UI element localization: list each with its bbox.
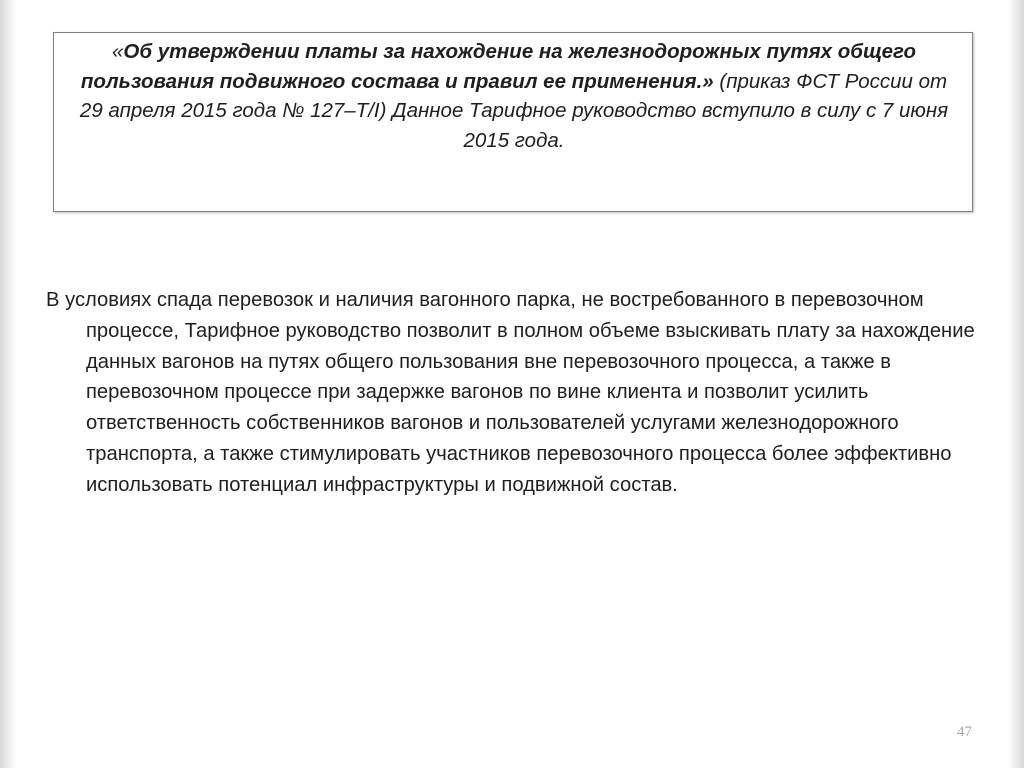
title-text	[74, 37, 954, 155]
page-number: 47	[957, 724, 972, 740]
title-box	[53, 32, 973, 212]
title-normal-text: (приказ ФСТ России от 29 апреля 2015 года № 127–Т/I) Данное Тарифное руководство вступило в силу с 7 июня 2015 года.	[79, 69, 949, 152]
title-bold-text: Об утверждении платы за нахождение на железнодорожных путях общего пользования подвижного состава и правил ее применения.»	[80, 40, 916, 93]
title-open-quote: «	[111, 40, 124, 63]
body-paragraph: В условиях спада перевозок и наличия вагонного парка, не востребованного в перевозочном процессе, Тарифное руководство позволит в полном объеме взыскивать плату за нахождение данных вагонов на путях общего пользования вне перевозочного процесса, а также в перевозочном процессе при задержке вагонов по вине клиента и позволит усилить ответственность собственников вагонов и пользователей услугами железнодорожного транспорта, а также стимулировать участников перевозочного процесса более эффективно использовать потенциал инфраструктуры и подвижной состав.	[46, 289, 975, 496]
